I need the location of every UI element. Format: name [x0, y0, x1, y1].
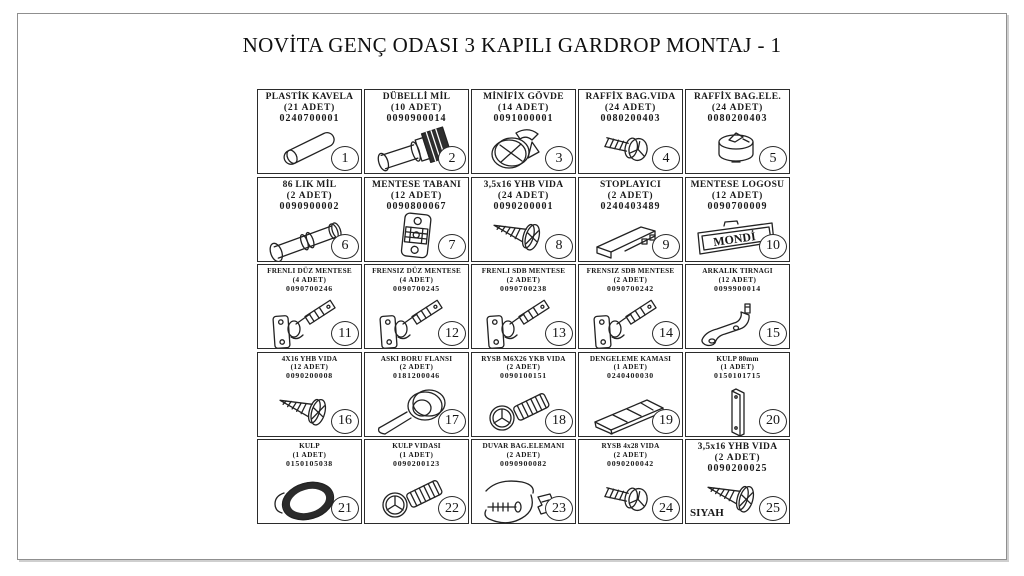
part-cell-1 [257, 89, 362, 174]
part-qty: (12 ADET) [390, 190, 443, 201]
part-cell-20 [685, 352, 790, 437]
part-qty: (24 ADET) [604, 103, 657, 113]
part-code: 0090700238 [500, 283, 547, 293]
part-number-badge: 7 [438, 234, 466, 259]
part-code: 0090200025 [707, 463, 768, 474]
part-name: ARKALIK TIRNAGI [702, 267, 773, 275]
part-code: 0240403489 [600, 200, 661, 212]
part-qty: (24 ADET) [711, 103, 764, 113]
part-number-badge: 13 [545, 321, 573, 346]
part-name: DENGELEME KAMASI [589, 354, 672, 363]
part-name: MENTESE LOGOSU [690, 179, 785, 190]
part-code: 0150101715 [714, 371, 761, 380]
part-number-badge: 3 [545, 146, 573, 171]
part-name: RAFFİX BAG.ELE. [693, 92, 782, 102]
part-code: 0080200403 [707, 113, 768, 124]
part-cell-24 [578, 439, 683, 524]
part-cell-18 [471, 352, 576, 437]
part-cell-23 [471, 439, 576, 524]
part-number-badge: 23 [545, 496, 573, 521]
part-name: RYSB M6X26 YKB VIDA [481, 354, 566, 363]
part-name: FRENSIZ DÜZ MENTESE [372, 267, 461, 275]
part-number-badge: 19 [652, 409, 680, 434]
part-qty: (14 ADET) [497, 103, 550, 113]
part-qty: (1 ADET) [613, 363, 648, 371]
part-code: 0181200046 [393, 371, 440, 380]
part-qty: (12 ADET) [711, 190, 764, 201]
part-cell-8 [471, 177, 576, 262]
part-code: 0090700245 [393, 283, 440, 293]
part-qty: (1 ADET) [399, 450, 434, 459]
part-cell-25 [685, 439, 790, 524]
part-number-badge: 17 [438, 409, 466, 434]
part-code: 0090200008 [286, 371, 333, 380]
part-qty: (2 ADET) [607, 190, 654, 201]
part-code: 0091000001 [493, 113, 554, 124]
part-number-badge: 21 [331, 496, 359, 521]
part-code: 0090200001 [493, 200, 554, 212]
part-number-badge: 9 [652, 234, 680, 259]
page-title: NOVİTA GENÇ ODASI 3 KAPILI GARDROP MONTAJ - 1 [242, 33, 782, 57]
part-number-badge: 20 [759, 409, 787, 434]
svg-text:MONDİ: MONDİ [712, 228, 757, 249]
part-qty: (24 ADET) [497, 190, 550, 201]
part-cell-5 [685, 89, 790, 174]
part-qty: (2 ADET) [714, 453, 761, 463]
part-code: 0080200403 [600, 113, 661, 124]
part-code: 0090100151 [500, 371, 547, 380]
part-cell-15 [685, 264, 790, 349]
part-qty: (12 ADET) [290, 363, 329, 371]
part-qty: (21 ADET) [283, 103, 336, 113]
part-cell-10 [685, 177, 790, 262]
part-name: MİNİFİX GÖVDE [483, 92, 564, 102]
part-code: 0240400030 [607, 371, 654, 380]
part-code: 0150105038 [286, 458, 333, 468]
part-qty: (2 ADET) [613, 275, 648, 284]
part-qty: (12 ADET) [718, 275, 757, 284]
part-code: 0090200042 [607, 458, 654, 468]
part-name: FRENLI SDB MENTESE [481, 267, 566, 275]
part-cell-2 [364, 89, 469, 174]
part-cell-22 [364, 439, 469, 524]
part-number-badge: 22 [438, 496, 466, 521]
part-name: MENTESE TABANI [371, 179, 462, 190]
part-number-badge: 12 [438, 321, 466, 346]
part-name: RAFFİX BAG.VIDA [585, 92, 676, 102]
part-name: DÜBELLİ MİL [382, 92, 451, 102]
part-qty: (2 ADET) [506, 275, 541, 284]
part-number-badge: 16 [331, 409, 359, 434]
part-cell-11 [257, 264, 362, 349]
part-name: RYSB 4x28 VIDA [601, 442, 660, 450]
part-name: FRENLI DÜZ MENTESE [267, 267, 352, 275]
part-code: 0099900014 [714, 283, 761, 293]
part-number-badge: 25 [759, 496, 787, 521]
part-number-badge: 4 [652, 146, 680, 171]
part-qty: (2 ADET) [613, 450, 648, 459]
part-cell-14 [578, 264, 683, 349]
part-name: 3,5x16 YHB VIDA [697, 442, 778, 452]
part-name: STOPLAYICI [599, 179, 662, 190]
part-cell-7 [364, 177, 469, 262]
part-code: 0090200123 [393, 458, 440, 468]
part-number-badge: 1 [331, 146, 359, 171]
part-cell-12 [364, 264, 469, 349]
part-code: 0240700001 [279, 113, 340, 124]
part-cell-17 [364, 352, 469, 437]
parts-grid [257, 89, 790, 524]
part-number-badge: 18 [545, 409, 573, 434]
part-qty: (2 ADET) [399, 363, 434, 371]
part-code: 0090700246 [286, 283, 333, 293]
part-extra-label: SIYAH [690, 507, 724, 519]
part-qty: (2 ADET) [286, 190, 333, 201]
part-qty: (2 ADET) [506, 450, 541, 459]
part-name: KULP 80mm [716, 354, 759, 363]
part-code: 0090900082 [500, 458, 547, 468]
part-number-badge: 15 [759, 321, 787, 346]
part-number-badge: 11 [331, 321, 359, 346]
part-qty: (2 ADET) [506, 363, 541, 371]
part-number-badge: 6 [331, 234, 359, 259]
part-cell-6 [257, 177, 362, 262]
part-name: PLASTİK KAVELA [265, 92, 354, 102]
part-name: 86 LIK MİL [282, 179, 337, 190]
part-cell-9 [578, 177, 683, 262]
part-qty: (1 ADET) [292, 450, 327, 459]
part-cell-16 [257, 352, 362, 437]
part-number-badge: 5 [759, 146, 787, 171]
part-name: KULP VIDASI [392, 442, 441, 450]
part-number-badge: 14 [652, 321, 680, 346]
part-number-badge: 8 [545, 234, 573, 259]
part-cell-3 [471, 89, 576, 174]
part-code: 0090700242 [607, 283, 654, 293]
part-name: 4X16 YHB VIDA [281, 354, 338, 363]
part-cell-13 [471, 264, 576, 349]
part-number-badge: 2 [438, 146, 466, 171]
part-qty: (10 ADET) [390, 103, 443, 113]
part-name: FRENSIZ SDB MENTESE [586, 267, 675, 275]
part-cell-19 [578, 352, 683, 437]
part-cell-4 [578, 89, 683, 174]
part-code: 0090900014 [386, 113, 447, 124]
part-code: 0090900002 [279, 200, 340, 212]
part-cell-21 [257, 439, 362, 524]
part-name: DUVAR BAG.ELEMANI [482, 442, 565, 450]
part-number-badge: 10 [759, 234, 787, 259]
part-qty: (4 ADET) [292, 275, 327, 284]
part-name: KULP [299, 442, 320, 450]
part-number-badge: 24 [652, 496, 680, 521]
part-code: 0090700009 [707, 200, 768, 212]
part-qty: (1 ADET) [720, 363, 755, 371]
part-qty: (4 ADET) [399, 275, 434, 284]
part-name: 3,5x16 YHB VIDA [483, 179, 564, 190]
part-code: 0090800067 [386, 200, 447, 212]
part-name: ASKI BORU FLANSI [380, 354, 453, 363]
